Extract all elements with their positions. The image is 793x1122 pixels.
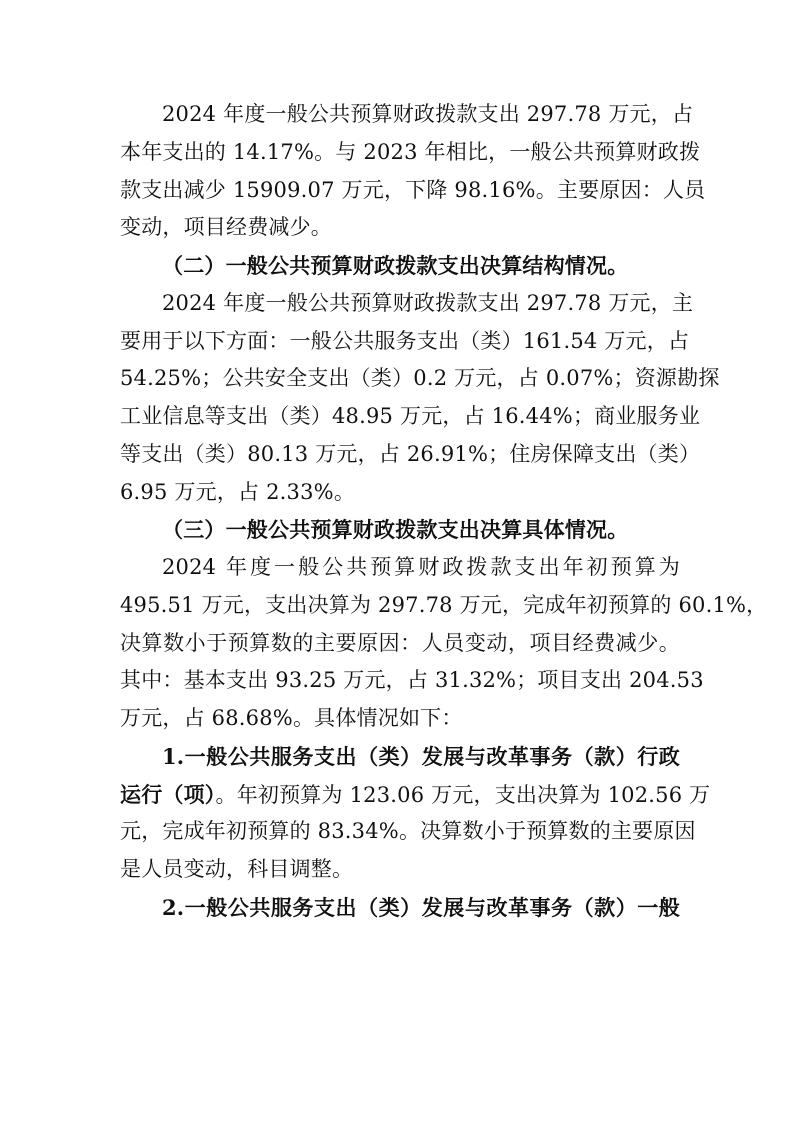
paragraph-line: 决算数小于预算数的主要原因：人员变动，项目经费减少。 <box>120 630 680 655</box>
item-heading-tail: 运行（项） <box>120 781 216 807</box>
paragraph-line: 款支出减少 15909.07 万元，下降 98.16%。主要原因：人员 <box>120 177 706 202</box>
item-heading: 2.一般公共服务支出（类）发展与改革事务（款）一般 <box>162 894 680 920</box>
paragraph-line: 2024 年度一般公共预算财政拨款支出 297.78 万元，主 <box>162 290 694 315</box>
section-heading: （二）一般公共预算财政拨款支出决算结构情况。 <box>162 253 629 278</box>
paragraph-line-mixed <box>120 776 711 814</box>
paragraph-line: 元，完成年初预算的 83.34%。决算数小于预算数的主要原因 <box>120 819 696 844</box>
item-heading: 1.一般公共服务支出（类）发展与改革事务（款）行政 <box>162 743 680 769</box>
paragraph-line: 2024 年度一般公共预算财政拨款支出年初预算为 <box>162 555 680 579</box>
section-heading: （三）一般公共预算财政拨款支出决算具体情况。 <box>162 517 629 543</box>
paragraph-line: 2024 年度一般公共预算财政拨款支出 297.78 万元，占 <box>162 102 694 126</box>
paragraph-line: 54.25%；公共安全支出（类）0.2 万元，占 0.07%；资源勘探 <box>120 366 720 391</box>
paragraph-line: 是人员变动，科目调整。 <box>120 857 354 881</box>
paragraph-line: 等支出（类）80.13 万元，占 26.91%；住房保障支出（类） <box>120 441 701 466</box>
paragraph-line: 6.95 万元，占 2.33%。 <box>120 479 356 504</box>
paragraph-line: 变动，项目经费减少。 <box>120 215 332 240</box>
document-page <box>120 96 768 927</box>
paragraph-line: 要用于以下方面：一般公共服务支出（类）161.54 万元，占 <box>120 328 690 353</box>
paragraph-line: 495.51 万元，支出决算为 297.78 万元，完成年初预算的 60.1%， <box>120 592 768 617</box>
paragraph-line: 万元，占 68.68%。具体情况如下： <box>120 706 463 730</box>
paragraph-line: 工业信息等支出（类）48.95 万元，占 16.44%；商业服务业 <box>120 404 701 428</box>
paragraph-line: 其中：基本支出 93.25 万元，占 31.32%；项目支出 204.53 <box>120 668 704 693</box>
paragraph-line: 本年支出的 14.17%。与 2023 年相比，一般公共预算财政拨 <box>120 139 701 164</box>
paragraph-text: 。年初预算为 123.06 万元，支出决算为 102.56 万 <box>215 782 711 807</box>
